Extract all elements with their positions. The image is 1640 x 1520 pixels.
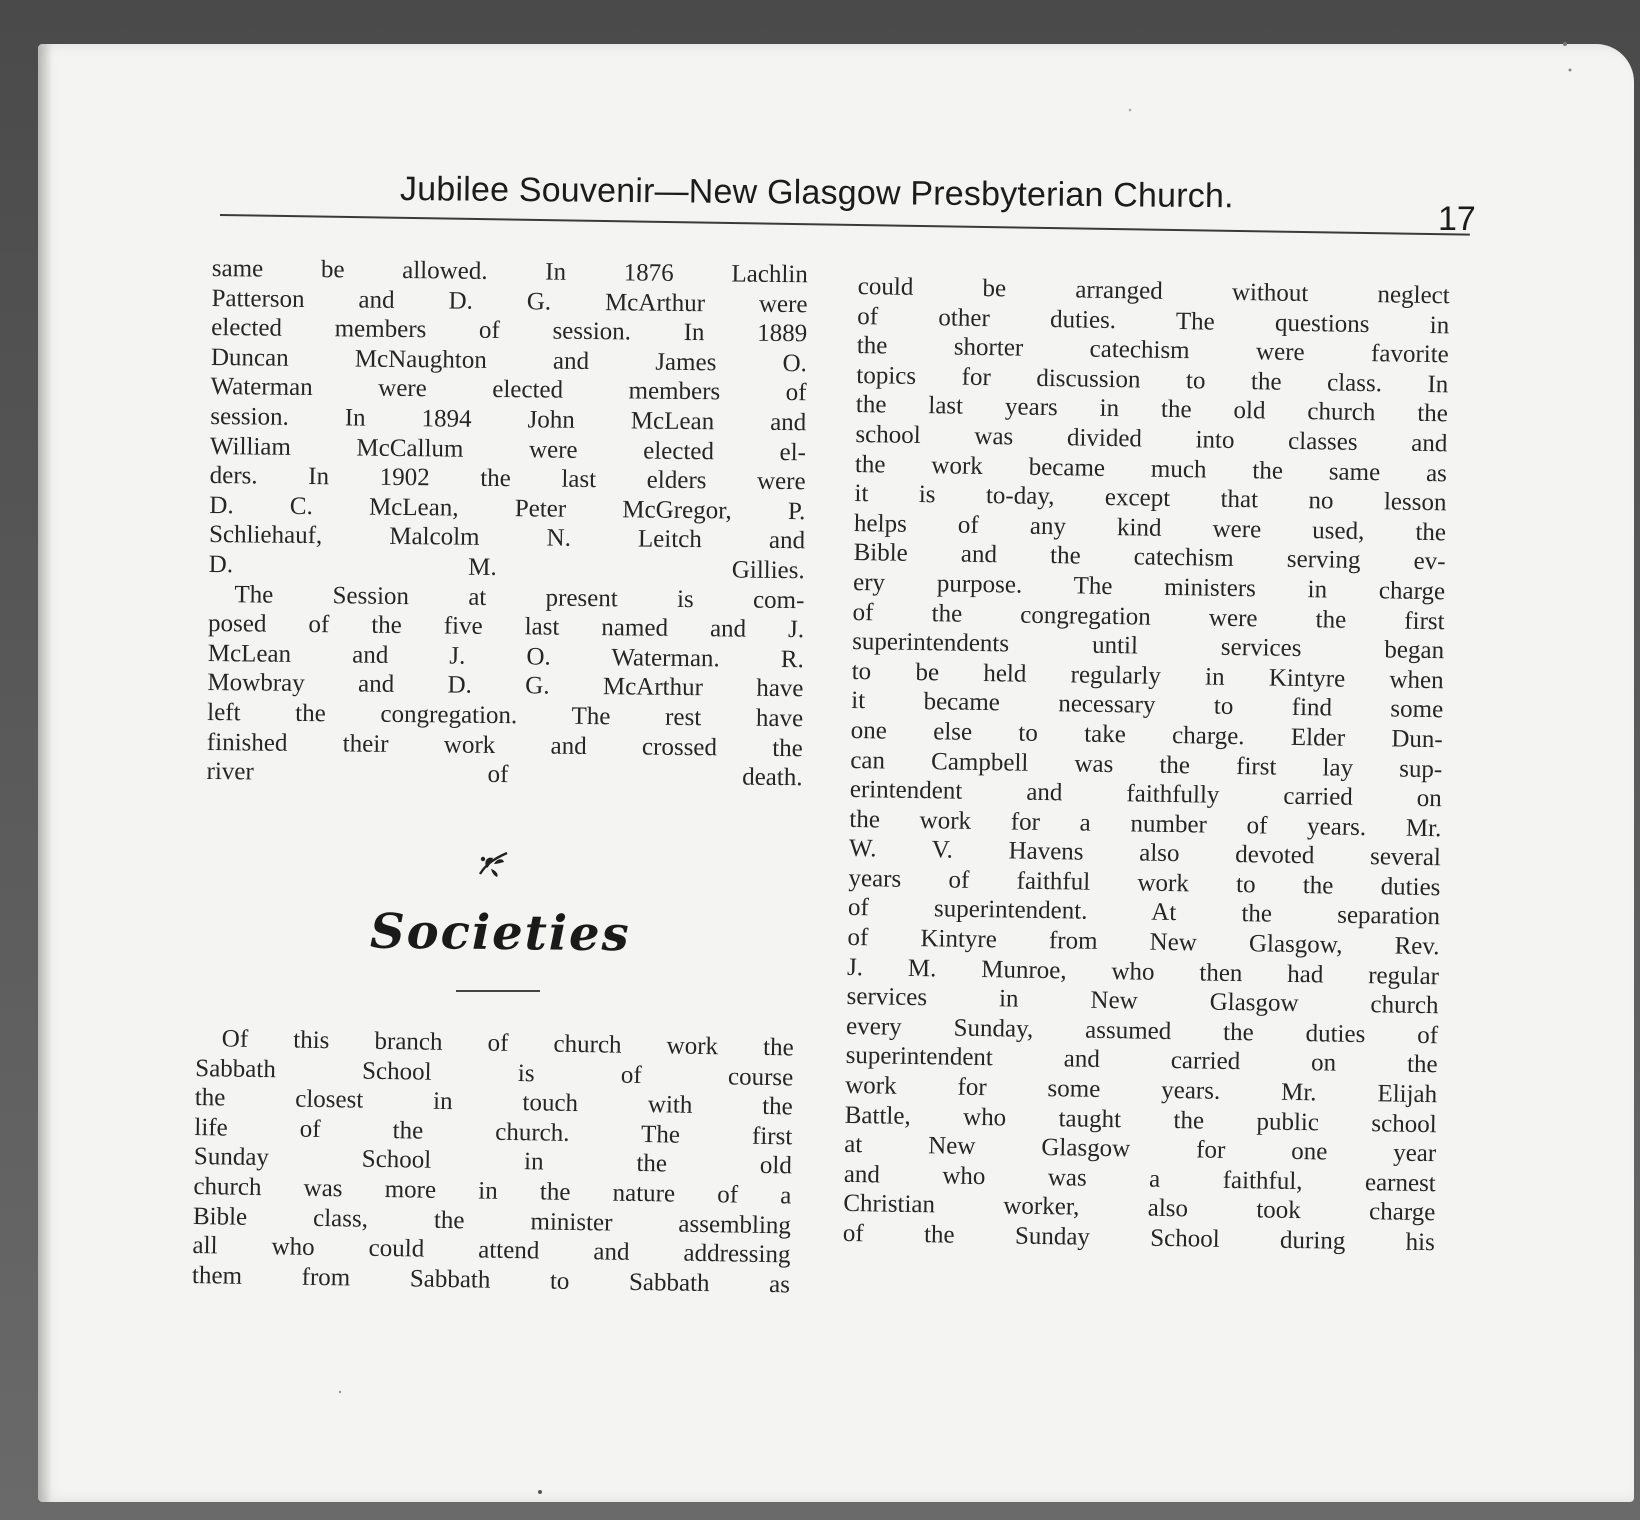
text-line: services in New Glasgow church [846,983,1439,1020]
text-line: erintendent and faithfully carried on [849,776,1443,813]
text-line: session. In 1894 John McLean and [210,402,807,437]
text-line: William McCallum were elected el- [209,432,807,466]
running-head: Jubilee Souvenir—New Glasgow Presbyterian Church. [399,170,1234,216]
text-line: years of faithful work to the duties [848,864,1441,902]
text-line: of the Sunday School during his [842,1219,1436,1257]
text-line: church was more in the nature of a [193,1172,792,1210]
text-line: could be arranged without neglect [857,272,1450,310]
text-line: D. C. McLean, Peter McGregor, P. [209,491,806,525]
text-line: of other duties. The questions in [857,302,1450,339]
text-line: them from Sabbath to Sabbath as [191,1261,791,1299]
text-line: D. M. Gillies. [208,550,805,585]
text-line: ders. In 1902 the last elders were [209,462,806,496]
text-line: can Campbell was the first lay sup- [850,746,1443,783]
text-line: Schliehauf, Malcolm N. Leitch and [208,521,806,555]
text-line: of superintendent. At the separation [847,894,1441,931]
text-line: Bible and the catechism serving ev- [853,539,1446,576]
page-number: 17 [1438,200,1476,238]
text-line: work for some years. Mr. Elijah [845,1071,1438,1109]
text-line: to be held regularly in Kintyre when [851,657,1444,694]
text-line: Bible class, the minister assembling [192,1202,792,1239]
text-line: Duncan McNaughton and James O. [210,343,808,378]
text-line: Mowbray and D. G. McArthur have [207,669,804,703]
text-line: J. M. Munroe, who then had regular [846,953,1440,990]
text-line: river of death. [206,758,803,792]
text-line: elected members of session. In 1889 [211,314,808,348]
text-line: it is to-day, except that no lesson [854,480,1447,517]
text-line: the work became much the same as [854,450,1448,487]
text-line: topics for discussion to the class. In [856,361,1449,399]
text-line: every Sunday, assumed the duties of [845,1012,1439,1050]
text-line: at New Glasgow for one year [844,1131,1437,1168]
text-line: Of this branch of church work the [221,1025,794,1062]
text-line: of Kintyre from New Glasgow, Rev. [847,923,1440,961]
text-line: and who was a faithful, earnest [843,1160,1436,1197]
text-line: posed of the five last named and J. [207,610,805,644]
text-line: finished their work and crossed the [206,728,803,762]
text-line: it became necessary to find some [851,687,1444,724]
text-line: W. V. Havens also devoted several [848,835,1442,872]
text-line: all who could attend and addressing [192,1232,791,1269]
text-line: Sunday School in the old [193,1143,793,1180]
text-line: the shorter catechism were favorite [856,332,1449,369]
text-line: Christian worker, also took charge [843,1190,1436,1227]
text-line: life of the church. The first [194,1113,793,1151]
text-line: same be allowed. In 1876 Lachlin [211,254,808,289]
text-line: one else to take charge. Elder Dun- [850,716,1443,754]
text-line: McLean and J. O. Waterman. R. [207,639,804,673]
text-line: Waterman were elected members of [210,373,807,407]
text-line: The Session at present is com- [234,580,805,614]
text-line: superintendent and carried on the [845,1042,1438,1079]
text-line: superintendents until services began [851,628,1445,665]
text-line: of the congregation were the first [852,598,1445,635]
text-line: left the congregation. The rest have [207,698,804,733]
text-line: helps of any kind were used, the [853,509,1447,547]
text-line: ery purpose. The ministers in charge [852,568,1446,606]
text-line: Battle, who taught the public school [844,1101,1437,1138]
text-line: the last years in the old church the [855,391,1449,428]
text-line: the closest in touch with the [194,1084,793,1121]
text-line: school was divided into classes and [855,420,1448,458]
text-line: Sabbath School is of course [195,1054,794,1091]
section-title: Societies [369,903,631,963]
text-line: Patterson and D. G. McArthur were [211,284,808,318]
text-line: the work for a number of years. Mr. [849,805,1442,842]
